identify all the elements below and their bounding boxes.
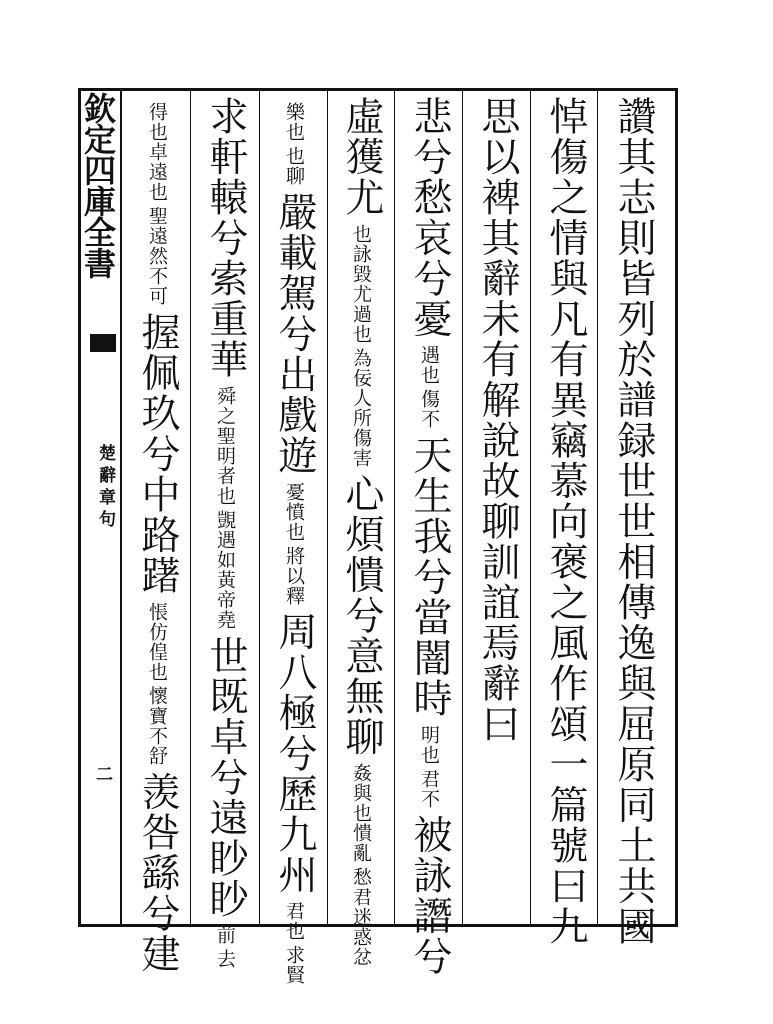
commentary-line: 得也卓遠也 (146, 102, 168, 202)
column-divider (597, 90, 598, 924)
column-divider (190, 90, 191, 924)
text-column-3 (475, 96, 520, 744)
main-text: 虛獲尤 (339, 96, 384, 218)
commentary-line: 覬遇如黃帝堯 (214, 509, 236, 630)
commentary-line: 舜之聖明者也 (214, 385, 236, 506)
commentary-note (419, 725, 438, 809)
commentary-note (215, 925, 234, 969)
margin-title: 欽定四庫全書 (79, 92, 117, 278)
commentary-line: 君不 (418, 768, 440, 809)
main-text: 悼傷之情與凡有異竊慕向褒之風作頌一篇號曰九 (543, 96, 588, 947)
commentary-line: 傷不 (418, 389, 440, 429)
commentary-line: 懷寶不舒 (146, 685, 168, 766)
commentary-note (215, 386, 234, 630)
commentary-note (419, 345, 438, 429)
main-text: 嚴載駕兮出戲遊 (272, 192, 317, 476)
commentary-line: 將以釋 (283, 545, 305, 606)
main-text: 心煩憒兮意無聊 (339, 473, 384, 757)
text-column-4 (407, 96, 452, 977)
text-column-6 (272, 96, 317, 991)
main-text: 世既卓兮遠眇眇 (203, 635, 248, 919)
column-divider (327, 90, 328, 924)
column-divider (530, 90, 531, 924)
commentary-line: 姦與也憒亂 (350, 763, 372, 863)
commentary-note (284, 102, 303, 186)
commentary-line: 明也 (418, 724, 440, 765)
margin-book-title: 楚辭章句 (95, 444, 115, 532)
column-divider (462, 90, 463, 924)
commentary-line: 前 (214, 925, 236, 945)
commentary-line: 去 (214, 949, 236, 969)
commentary-note (147, 102, 166, 306)
commentary-note (284, 901, 303, 985)
commentary-line: 憂憤也 (283, 481, 305, 542)
main-text: 讚其志則皆列於譜録世世相傳逸與屈原同土共國 (611, 96, 656, 947)
commentary-line: 也聊 (283, 146, 305, 186)
main-text: 思以裨其辭未有解說故聊訓誼焉辭曰 (475, 96, 520, 744)
column-divider (259, 90, 260, 924)
main-text: 羡咎繇兮建 (135, 771, 180, 974)
main-text: 被詠譖兮 (407, 814, 452, 977)
main-text: 握佩玖兮中路躇 (135, 312, 180, 596)
text-column-5 (339, 96, 384, 973)
commentary-line: 愁君迷惑忿 (350, 867, 372, 967)
commentary-line: 悵仿偟也 (146, 601, 168, 682)
commentary-line: 也詠毀尤過也 (350, 223, 372, 344)
main-text: 求軒轅兮索重華 (203, 96, 248, 380)
commentary-line: 樂也 (283, 102, 305, 142)
margin-page-number: 二 (96, 765, 113, 785)
frame-top-rule (78, 88, 678, 91)
margin-right-rule (120, 88, 122, 927)
commentary-line: 為佞人所傷害 (350, 347, 372, 468)
text-column-7 (203, 96, 248, 975)
text-column-8 (135, 96, 180, 974)
commentary-note (351, 763, 370, 967)
frame-right-rule (675, 88, 678, 927)
main-text: 周八極兮歷九州 (272, 611, 317, 895)
main-text: 天生我兮當闇時 (407, 435, 452, 719)
text-column-1 (611, 96, 656, 947)
commentary-line: 君也 (283, 901, 305, 941)
commentary-note (147, 602, 166, 766)
commentary-line: 聖遠然不可 (146, 206, 168, 306)
commentary-line: 遇也 (418, 345, 440, 385)
commentary-line: 求賢 (283, 945, 305, 985)
fish-tail-mark (90, 334, 116, 352)
text-column-2 (543, 96, 588, 947)
main-text: 悲兮愁哀兮憂 (407, 96, 452, 339)
column-divider (394, 90, 395, 924)
commentary-note (351, 224, 370, 468)
commentary-note (284, 482, 303, 606)
